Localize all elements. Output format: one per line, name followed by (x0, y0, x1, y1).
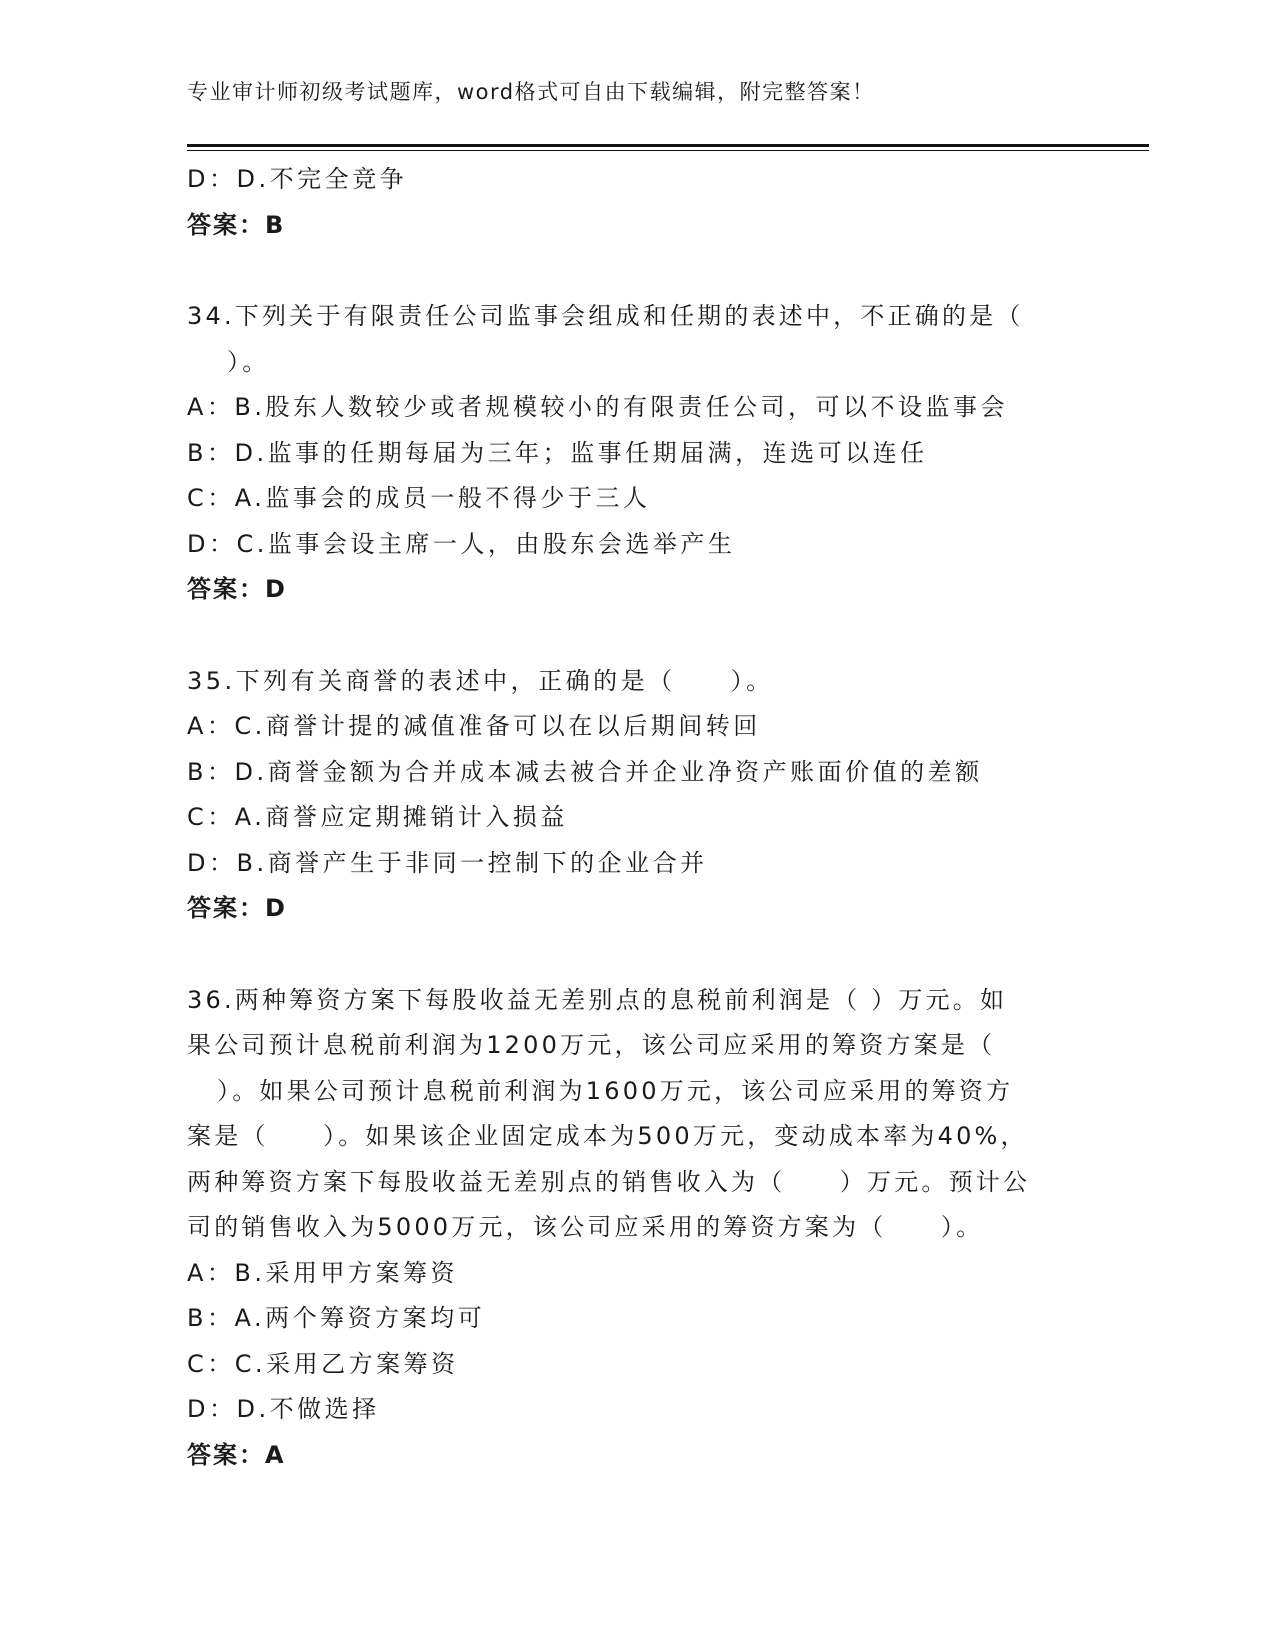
option-c: C：A.商誉应定期摊销计入损益 (187, 803, 568, 831)
option-d: D：D.不做选择 (187, 1395, 380, 1423)
question-stem: 35.下列有关商誉的表述中，正确的是（ ）。 (187, 666, 774, 695)
question-34 (187, 294, 1077, 613)
option-c: C：A.监事会的成员一般不得少于三人 (187, 484, 651, 512)
stem-line: ）。如果公司预计息税前利润为1600万元，该公司应采用的筹资方 (217, 1076, 1014, 1105)
stem-line: ）。 (227, 347, 270, 376)
question-35 (187, 659, 1077, 932)
option-b: B：A.两个筹资方案均可 (187, 1304, 486, 1332)
question-stem (187, 294, 1077, 385)
stem-line: 34.下列关于有限责任公司监事会组成和任期的表述中，不正确的是（ (187, 302, 1024, 330)
option-b: B：D.商誉金额为合并成本减去被合并企业净资产账面价值的差额 (187, 757, 983, 786)
option-a: A：C.商誉计提的减值准备可以在以后期间转回 (187, 712, 761, 740)
option-d: D：D.不完全竞争 (187, 165, 408, 193)
option-b: B：D.监事的任期每届为三年；监事任期届满，连选可以连任 (187, 438, 928, 467)
question-content (187, 157, 1077, 1478)
option-a: A：B.采用甲方案筹资 (187, 1258, 459, 1287)
header-divider-thick (187, 144, 1149, 147)
option-d: D：B.商誉产生于非同一控制下的企业合并 (187, 848, 708, 877)
answer: 答案：B (187, 210, 286, 239)
stem-line: 果公司预计息税前利润为1200万元，该公司应采用的筹资方案是（ (187, 1031, 996, 1059)
question-36 (187, 978, 1077, 1479)
question-stem (187, 978, 1077, 1251)
answer: 答案：D (187, 575, 287, 603)
option-a: A：B.股东人数较少或者规模较小的有限责任公司，可以不设监事会 (187, 393, 1009, 421)
answer: 答案：D (187, 894, 287, 922)
header-divider-thin (187, 150, 1149, 151)
answer: 答案：A (187, 1440, 286, 1469)
page-header: 专业审计师初级考试题库，word格式可自由下载编辑，附完整答案！ (187, 80, 875, 104)
stem-line: 案是（ ）。如果该企业固定成本为500万元，变动成本率为40%， (187, 1122, 1028, 1150)
stem-line: 36.两种筹资方案下每股收益无差别点的息税前利润是（ ）万元。如 (187, 985, 1008, 1014)
stem-line: 两种筹资方案下每股收益无差别点的销售收入为（ ）万元。预计公 (187, 1167, 1031, 1196)
option-d: D：C.监事会设主席一人，由股东会选举产生 (187, 529, 736, 558)
option-c: C：C.采用乙方案筹资 (187, 1349, 459, 1378)
stem-line: 司的销售收入为5000万元，该公司应采用的筹资方案为（ ）。 (187, 1213, 984, 1241)
question-33 (187, 157, 1077, 248)
